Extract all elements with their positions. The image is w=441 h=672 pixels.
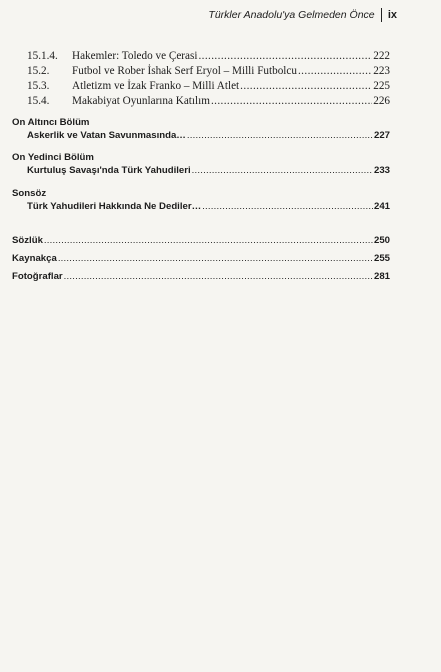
entry-page: 250: [373, 235, 390, 246]
toc-subsection-row: [27, 50, 390, 63]
toc-subsection-row: [27, 95, 390, 108]
toc-entry: [27, 165, 390, 177]
dot-leader: [198, 50, 372, 63]
entry-page: 255: [373, 253, 390, 264]
subsection-title: Atletizm ve İzak Franko – Milli Atlet: [72, 80, 240, 92]
entry-title: Sözlük: [12, 235, 43, 246]
entry-title: Askerlik ve Vatan Savunmasında…: [27, 130, 186, 141]
dot-leader: [192, 165, 373, 177]
entry-title: Türk Yahudileri Hakkında Ne Dediler…: [27, 201, 202, 212]
subsection-page: 223: [373, 65, 390, 77]
dot-leader: [58, 253, 373, 265]
subsection-title: Makabiyat Oyunlarına Katılım: [72, 95, 210, 107]
page-number: ix: [387, 9, 397, 21]
toc-entry: [27, 130, 390, 142]
dot-leader: [64, 271, 373, 283]
dot-leader: [211, 95, 372, 108]
toc-entry: [12, 235, 390, 247]
running-header: [208, 8, 397, 22]
part-heading: On Altıncı Bölüm: [12, 117, 90, 128]
toc-entry: [12, 253, 390, 265]
subsection-number: 15.3.: [27, 80, 50, 92]
part-heading: On Yedinci Bölüm: [12, 152, 94, 163]
entry-title: Kaynakça: [12, 253, 57, 264]
toc-subsection-row: [27, 65, 390, 78]
subsection-page: 226: [373, 95, 390, 107]
toc-entry: [12, 271, 390, 283]
toc-subsection-row: [27, 80, 390, 93]
toc-entry: [27, 201, 390, 213]
entry-page: 227: [373, 130, 390, 141]
dot-leader: [187, 130, 373, 142]
entry-page: 281: [373, 271, 390, 282]
dot-leader: [298, 65, 372, 78]
subsection-number: 15.4.: [27, 95, 50, 107]
part-heading: Sonsöz: [12, 188, 47, 199]
dot-leader: [44, 235, 373, 247]
subsection-title: Futbol ve Rober İshak Serf Eryol – Milli Futbolcu: [72, 65, 297, 77]
entry-title: Fotoğraflar: [12, 271, 63, 282]
subsection-page: 225: [373, 80, 390, 92]
entry-title: Kurtuluş Savaşı'nda Türk Yahudileri: [27, 165, 191, 176]
header-separator: [381, 8, 382, 22]
subsection-number: 15.2.: [27, 65, 50, 77]
dot-leader: [202, 201, 373, 213]
running-title: Türkler Anadolu'ya Gelmeden Önce: [208, 9, 375, 21]
entry-page: 233: [373, 165, 390, 176]
subsection-title: Hakemler: Toledo ve Çerasi: [72, 50, 198, 62]
dot-leader: [240, 80, 372, 93]
subsection-number: 15.1.4.: [27, 50, 58, 62]
entry-page: 241: [373, 201, 390, 212]
subsection-page: 222: [373, 50, 390, 62]
